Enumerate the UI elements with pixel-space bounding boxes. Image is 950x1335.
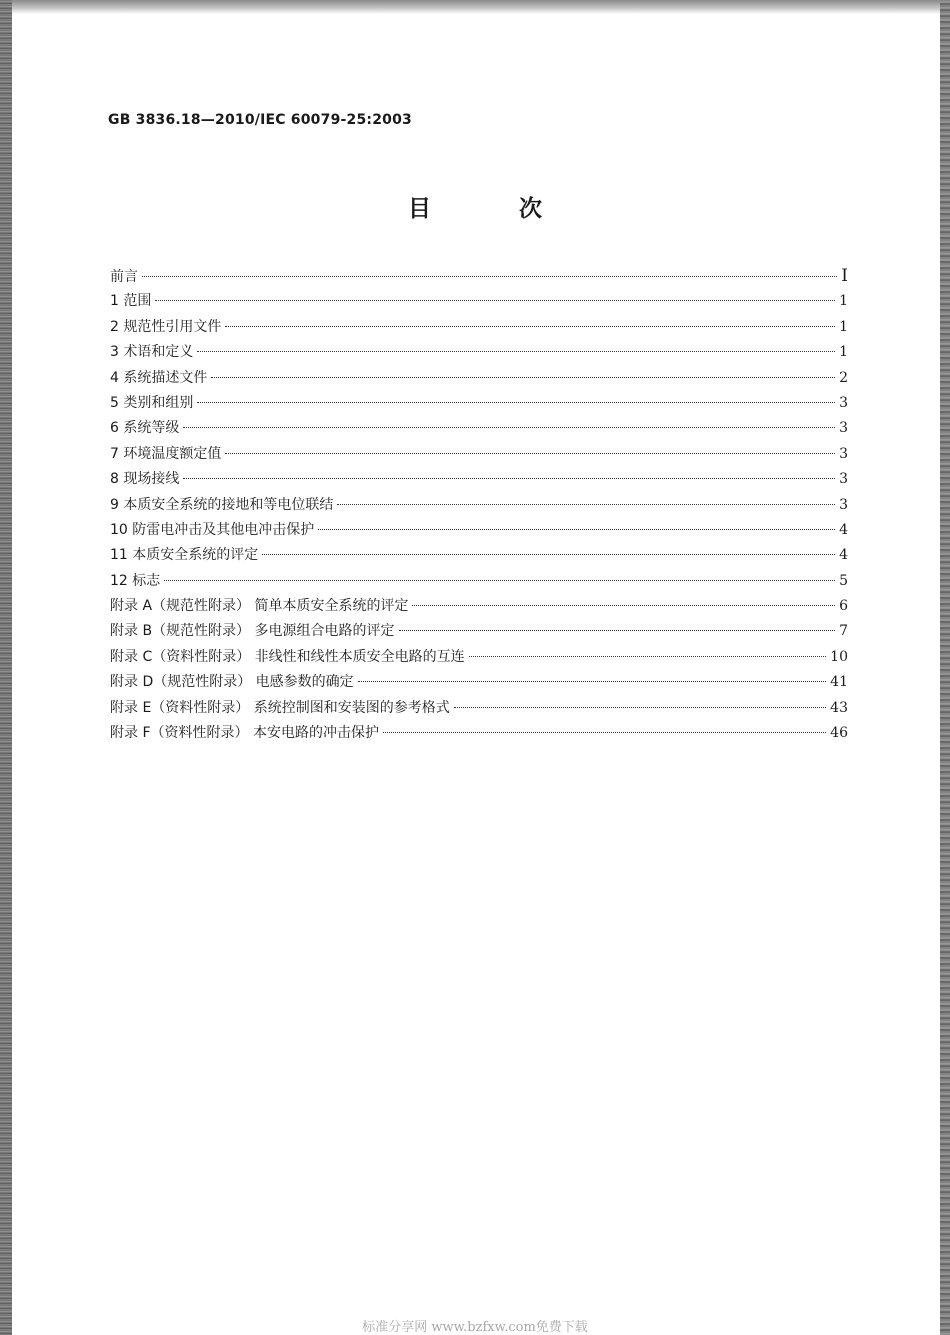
dot-leader (262, 554, 835, 555)
footer-watermark: 标准分享网 www.bzfxw.com免费下载 (362, 1320, 588, 1335)
toc-entry-page: 4 (839, 547, 848, 564)
dot-leader (164, 580, 835, 581)
toc-entry-page: 3 (839, 471, 848, 488)
toc-entry-page: 41 (830, 674, 848, 691)
toc-entry-page: 4 (839, 521, 848, 538)
toc-entry-label: 附录 D（规范性附录） 电感参数的确定 (110, 674, 354, 691)
scan-edge-top (0, 0, 950, 14)
dot-leader (155, 300, 835, 301)
toc-title: 目 次 (407, 196, 582, 222)
dot-leader (337, 504, 835, 505)
toc-entry-page: 5 (839, 572, 848, 589)
dot-leader (183, 427, 835, 428)
toc-entry-11[interactable] (110, 543, 848, 568)
toc-entry-8[interactable] (110, 467, 848, 492)
document-code: GB 3836.18—2010/IEC 60079-25:2003 (108, 112, 412, 128)
toc-entry-page: 3 (839, 394, 848, 411)
toc-entry-annex-f[interactable] (110, 721, 848, 746)
toc-entry-label: 附录 B（规范性附录） 多电源组合电路的评定 (110, 623, 395, 640)
toc-entry-annex-c[interactable] (110, 645, 848, 670)
toc-entry-page: 43 (830, 699, 848, 716)
toc-entry-3[interactable] (110, 340, 848, 365)
toc-entry-page: 3 (839, 420, 848, 437)
toc-entry-label: 11 本质安全系统的评定 (110, 547, 259, 564)
toc-entry-9[interactable] (110, 493, 848, 518)
toc-entry-page: 1 (839, 344, 848, 361)
toc-entry-label: 5 类别和组别 (110, 394, 194, 411)
toc-entry-label: 4 系统描述文件 (110, 369, 208, 386)
toc-entry-page: 1 (839, 318, 848, 335)
toc-entry-label: 附录 F（资料性附录） 本安电路的冲击保护 (110, 725, 379, 742)
toc-list (110, 264, 848, 746)
dot-leader (142, 276, 837, 277)
toc-entry-10[interactable] (110, 518, 848, 543)
toc-entry-label: 1 范围 (110, 293, 152, 310)
dot-leader (454, 707, 826, 708)
toc-entry-annex-a[interactable] (110, 594, 848, 619)
dot-leader (197, 402, 835, 403)
toc-entry-preface[interactable] (110, 264, 848, 289)
toc-entry-4[interactable] (110, 366, 848, 391)
toc-entry-5[interactable] (110, 391, 848, 416)
dot-leader (412, 605, 835, 606)
dot-leader (225, 326, 835, 327)
toc-entry-label: 前言 (110, 269, 138, 285)
toc-entry-page: 6 (839, 598, 848, 615)
dot-leader (225, 453, 835, 454)
toc-entry-page: 46 (830, 725, 848, 742)
toc-entry-label: 12 标志 (110, 572, 161, 589)
toc-entry-page: 2 (839, 369, 848, 386)
toc-entry-page: 7 (839, 623, 848, 640)
dot-leader (318, 529, 835, 530)
toc-entry-1[interactable] (110, 289, 848, 314)
toc-entry-label: 7 环境温度额定值 (110, 445, 222, 462)
toc-entry-label: 9 本质安全系统的接地和等电位联结 (110, 496, 334, 513)
toc-entry-label: 3 术语和定义 (110, 344, 194, 361)
toc-entry-page: 3 (839, 496, 848, 513)
toc-entry-page: 1 (839, 293, 848, 310)
dot-leader (469, 656, 826, 657)
toc-entry-2[interactable] (110, 315, 848, 340)
dot-leader (383, 732, 826, 733)
toc-entry-page: I (841, 266, 848, 286)
toc-entry-label: 2 规范性引用文件 (110, 318, 222, 335)
toc-entry-label: 10 防雷电冲击及其他电冲击保护 (110, 521, 315, 538)
dot-leader (183, 478, 835, 479)
toc-entry-7[interactable] (110, 442, 848, 467)
toc-entry-page: 3 (839, 445, 848, 462)
toc-entry-annex-e[interactable] (110, 696, 848, 721)
toc-entry-label: 附录 E（资料性附录） 系统控制图和安装图的参考格式 (110, 699, 450, 716)
dot-leader (197, 351, 835, 352)
toc-entry-page: 10 (830, 648, 848, 665)
dot-leader (211, 377, 835, 378)
toc-entry-12[interactable] (110, 569, 848, 594)
toc-entry-label: 8 现场接线 (110, 471, 180, 488)
toc-entry-label: 附录 A（规范性附录） 简单本质安全系统的评定 (110, 598, 409, 615)
toc-entry-6[interactable] (110, 416, 848, 441)
toc-entry-annex-b[interactable] (110, 619, 848, 644)
toc-entry-label: 附录 C（资料性附录） 非线性和线性本质安全电路的互连 (110, 648, 465, 665)
toc-entry-annex-d[interactable] (110, 670, 848, 695)
dot-leader (358, 681, 826, 682)
toc-entry-label: 6 系统等级 (110, 420, 180, 437)
dot-leader (399, 630, 836, 631)
